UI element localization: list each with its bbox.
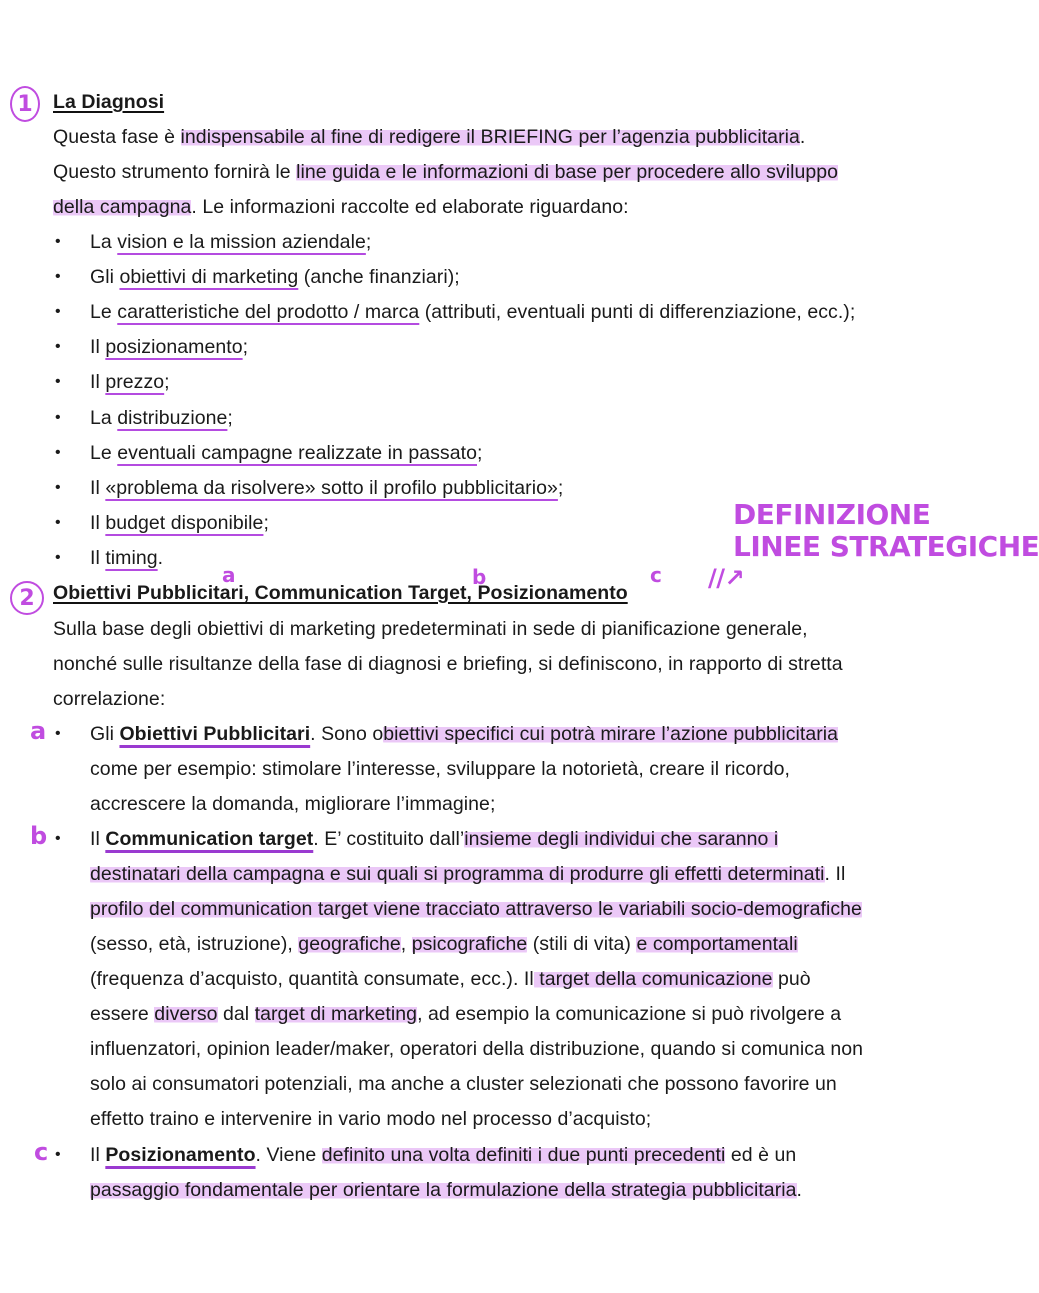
list-item-bullet: •	[55, 268, 61, 285]
note-arrow-icon: //↗	[708, 564, 745, 592]
item-b-line-1: Il Communication target. E’ costituito dall’insieme degli individui che saranno i	[90, 828, 779, 850]
marker-c: c	[650, 563, 662, 587]
list-item-bullet: •	[55, 338, 61, 355]
list-item-bullet: •	[55, 233, 61, 250]
item-b-line-7: influenzatori, opinion leader/maker, operatori della distribuzione, quando si comunica non	[90, 1038, 864, 1060]
list-item: Il timing.	[90, 547, 164, 569]
marker-a: a	[222, 563, 236, 587]
list-item: Il budget disponibile;	[90, 512, 269, 534]
item-b-line-5: (frequenza d’acquisto, quantità consumate, ecc.). Il target della comunicazione può	[90, 968, 811, 990]
note-line-1: DEFINIZIONE	[733, 498, 931, 531]
item-b-line-4: (sesso, età, istruzione), geografiche, psicografiche (stili di vita) e comportamentali	[90, 933, 798, 955]
section-2-intro-line-2: nonché sulle risultanze della fase di diagnosi e briefing, si definiscono, in rapporto di stretta	[53, 653, 843, 675]
section-1-intro-line-3: della campagna. Le informazioni raccolte ed elaborate riguardano:	[53, 196, 629, 218]
list-item-bullet: •	[55, 409, 61, 426]
item-b-line-6: essere diverso dal target di marketing, ad esempio la comunicazione si può rivolgere a	[90, 1003, 842, 1025]
list-item-bullet: •	[55, 514, 61, 531]
section-1-intro-line-2: Questo strumento fornirà le line guida e le informazioni di base per procedere allo sviluppo	[53, 161, 839, 183]
marker-b: b	[472, 565, 487, 589]
list-item: Il prezzo;	[90, 371, 170, 393]
list-item-bullet: •	[55, 373, 61, 390]
item-b-marker: b	[30, 822, 48, 850]
list-item: La vision e la mission aziendale;	[90, 231, 372, 253]
section-2-title: Obiettivi Pubblicitari, Communication Target, Posizionamento	[53, 582, 628, 604]
item-b-line-8: solo ai consumatori potenziali, ma anche a cluster selezionati che possono favorire un	[90, 1073, 837, 1095]
item-a-line-2: come per esempio: stimolare l’interesse, sviluppare la notorietà, creare il ricordo,	[90, 758, 791, 780]
section-1-title: La Diagnosi	[53, 91, 165, 113]
section-2-intro-line-1: Sulla base degli obiettivi di marketing predeterminati in sede di pianificazione generale,	[53, 618, 808, 640]
section-2-intro-line-3: correlazione:	[53, 688, 166, 710]
item-b-line-2: destinatari della campagna e sui quali si programma di produrre gli effetti determinati. Il	[90, 863, 846, 885]
list-item: Il posizionamento;	[90, 336, 249, 358]
item-c-line-2: passaggio fondamentale per orientare la formulazione della strategia pubblicitaria.	[90, 1179, 802, 1201]
list-item-bullet: •	[55, 549, 61, 566]
list-item-bullet: •	[55, 303, 61, 320]
item-c-bullet: •	[55, 1146, 61, 1163]
list-item-bullet: •	[55, 479, 61, 496]
item-a-line-1: Gli Obiettivi Pubblicitari. Sono obiettivi specifici cui potrà mirare l’azione pubblicitaria	[90, 723, 839, 745]
section-number-circle-1	[10, 86, 40, 122]
list-item-bullet: •	[55, 444, 61, 461]
item-a-bullet: •	[55, 725, 61, 742]
section-number-circle-2	[10, 581, 44, 615]
item-b-line-9: effetto traino e intervenire in vario modo nel processo d’acquisto;	[90, 1108, 652, 1130]
item-c-line-1: Il Posizionamento. Viene definito una volta definiti i due punti precedenti ed è un	[90, 1144, 797, 1166]
list-item: Gli obiettivi di marketing (anche finanziari);	[90, 266, 460, 288]
list-item: La distribuzione;	[90, 407, 233, 429]
list-item: Le caratteristiche del prodotto / marca (attributi, eventuali punti di differenziazione, ecc.);	[90, 301, 856, 323]
list-item: Il «problema da risolvere» sotto il profilo pubblicitario»;	[90, 477, 564, 499]
section-number-1: 1	[17, 91, 33, 117]
item-b-bullet: •	[55, 830, 61, 847]
section-1-intro-line-1: Questa fase è indispensabile al fine di redigere il BRIEFING per l’agenzia pubblicitaria.	[53, 126, 806, 148]
section-number-2: 2	[19, 585, 35, 611]
item-a-marker: a	[30, 717, 47, 745]
list-item: Le eventuali campagne realizzate in passato;	[90, 442, 483, 464]
item-c-marker: c	[34, 1138, 49, 1166]
item-a-line-3: accrescere la domanda, migliorare l’immagine;	[90, 793, 496, 815]
handwritten-note	[733, 500, 1039, 562]
note-line-2: LINEE STRATEGICHE	[733, 530, 1039, 563]
item-b-line-3: profilo del communication target viene tracciato attraverso le variabili socio-demografiche	[90, 898, 862, 920]
